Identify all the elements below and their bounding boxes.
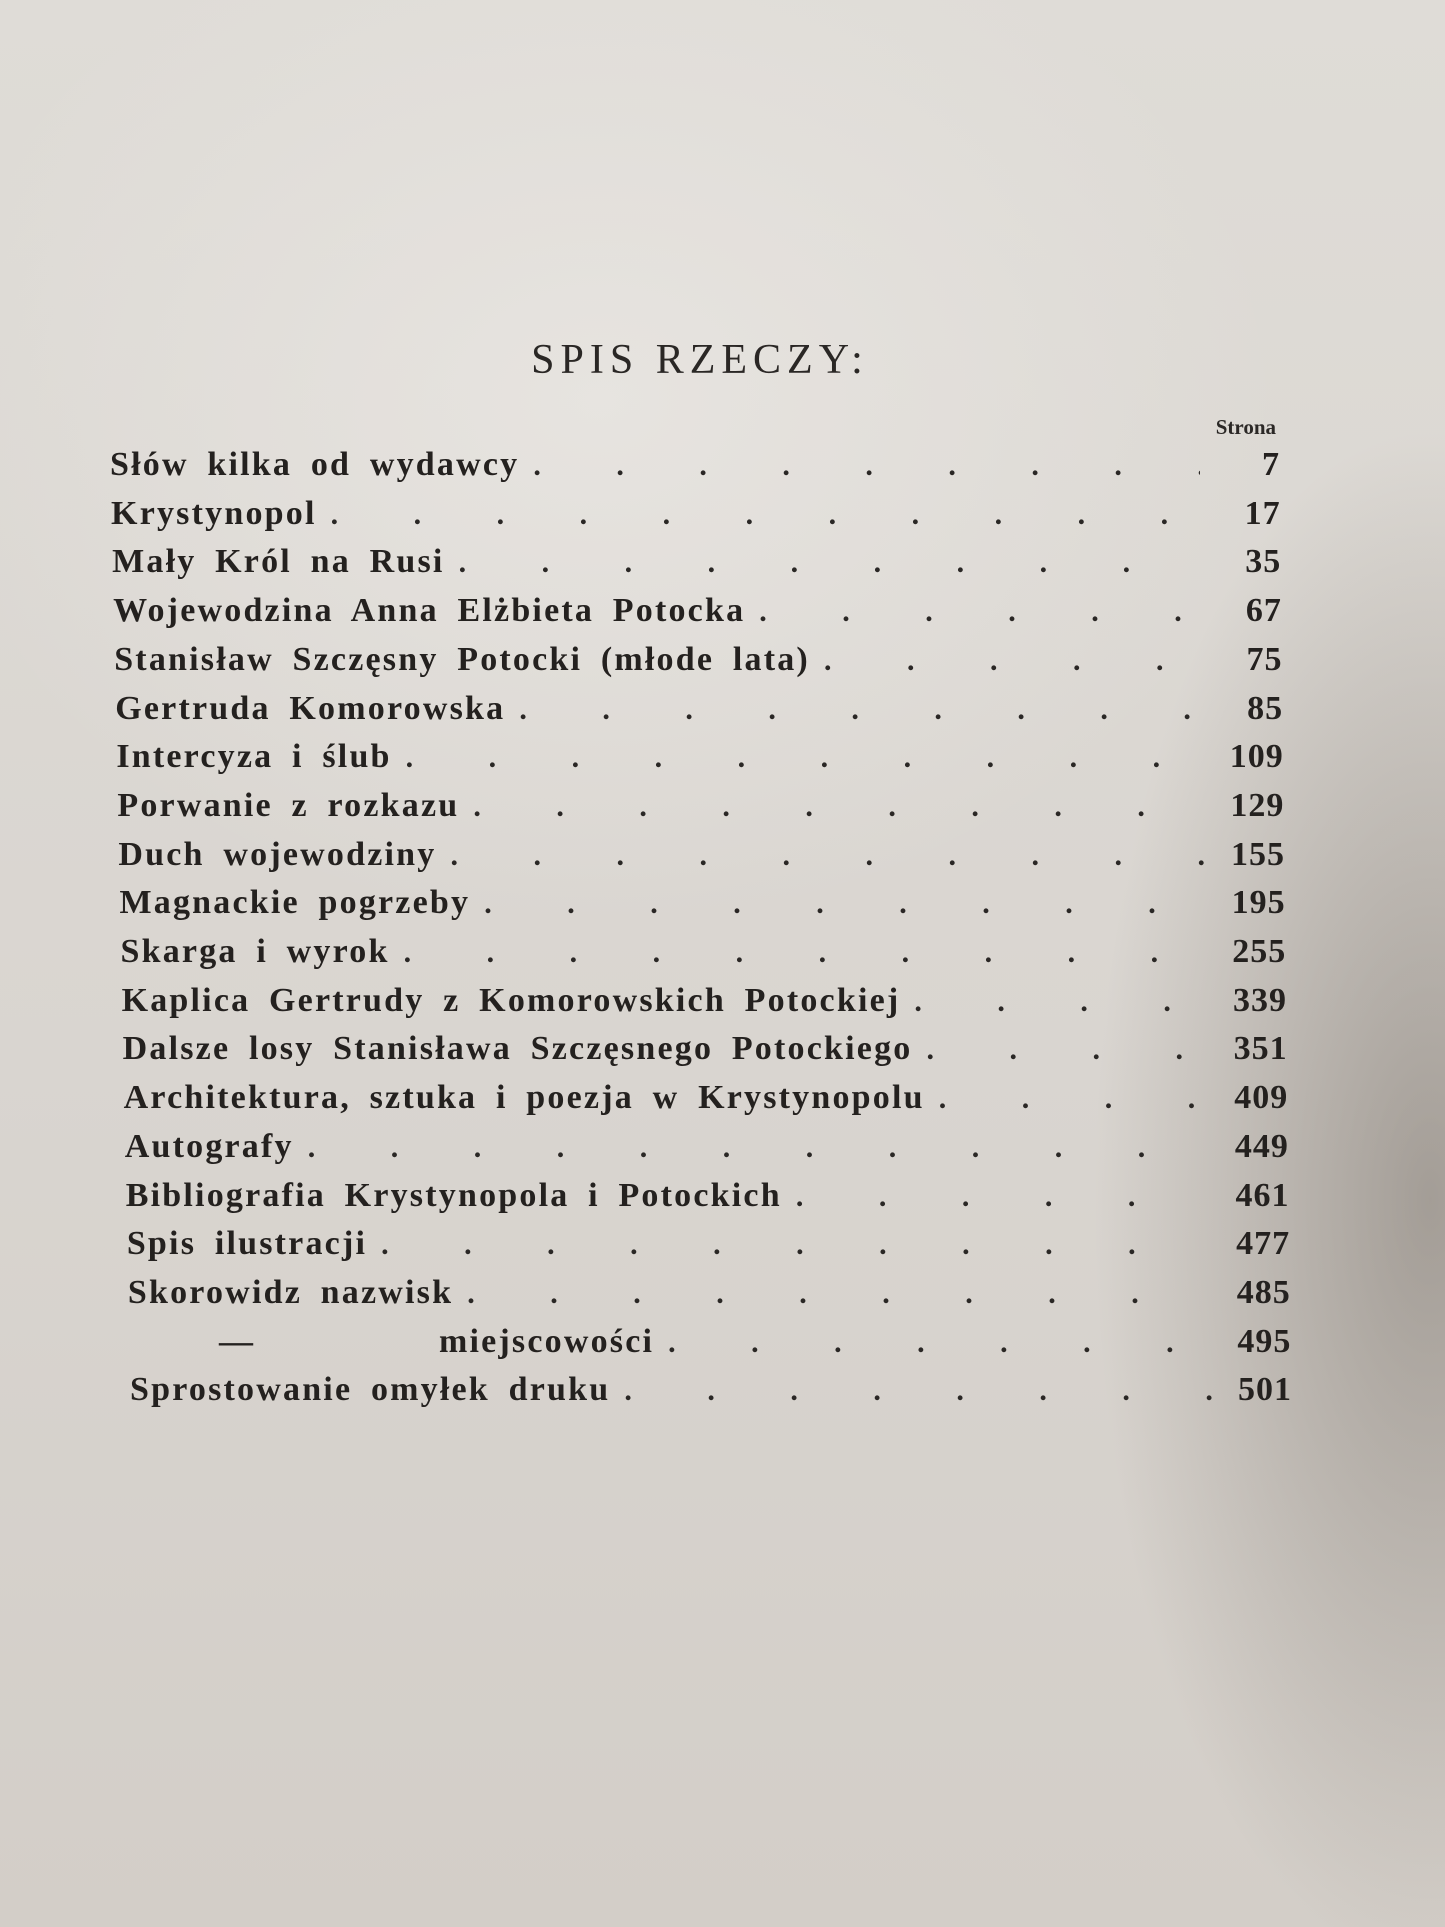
toc-entry: [129, 1323, 1291, 1371]
toc-entry: [113, 592, 1282, 640]
toc-entry-title-text: Spis ilustracji: [126, 1225, 368, 1263]
toc-entry-leader-dots: [392, 738, 1204, 776]
toc-entry-page-number: 461: [1235, 1176, 1290, 1214]
toc-entry-title: [124, 1079, 925, 1117]
toc-entry: [116, 738, 1283, 786]
toc-entry: [119, 884, 1285, 932]
toc-entry-title: [111, 495, 317, 533]
toc-entry-title-text: Intercyza i ślub: [116, 738, 392, 776]
toc-entry-leader-dots: [912, 1030, 1207, 1068]
toc-entry-title: [112, 543, 444, 581]
toc-entry-title: [130, 1371, 610, 1409]
page-column-header: Strona: [1215, 415, 1276, 439]
toc-entry-page-number: 255: [1232, 933, 1287, 970]
toc-entry-title-text: Magnackie pogrzeby: [119, 884, 471, 922]
toc-entry-page-number: 129: [1230, 786, 1285, 824]
toc-entry-title-text: Autografy: [124, 1127, 294, 1165]
toc-entry-page-number: 339: [1232, 981, 1287, 1019]
toc-entry: [125, 1128, 1289, 1176]
toc-entry: [124, 1079, 1289, 1127]
toc-entry-title: [129, 1323, 654, 1361]
toc-entry-page-number: 477: [1236, 1225, 1291, 1263]
toc-entry-title-text: Skarga i wyrok: [120, 933, 390, 970]
toc-entry-title-text: Kaplica Gertrudy z Komorowskich Potockiej: [121, 981, 901, 1019]
toc-entry-leader-dots: [453, 1274, 1210, 1312]
toc-entry-page-number: 485: [1236, 1273, 1291, 1311]
toc-entry-title-text: Architektura, sztuka i poezja w Krystynopolu: [123, 1079, 925, 1117]
toc-entry: [123, 1030, 1288, 1078]
toc-entry: [126, 1177, 1290, 1225]
toc-entry-title-text: Porwanie z rozkazu: [117, 786, 460, 824]
toc-entry-leader-dots: [436, 836, 1205, 874]
toc-entry-leader-dots: [459, 787, 1204, 825]
toc-entry-page-number: 17: [1244, 494, 1281, 532]
toc-entry-title: [113, 592, 745, 630]
toc-entry-page-number: 75: [1246, 640, 1283, 678]
toc-entry-leader-dots: [519, 446, 1200, 484]
toc-entry-title: [127, 1225, 367, 1263]
toc-entry-leader-dots: [925, 1079, 1208, 1117]
toc-entry-title: [117, 787, 459, 825]
page-title: SPIS RZECZY:: [531, 337, 869, 383]
toc-entry: [127, 1225, 1290, 1273]
toc-entry-page-number: 35: [1245, 543, 1282, 581]
toc-entry-leader-dots: [654, 1323, 1211, 1361]
toc-entry-title-text: Dalsze losy Stanisława Szczęsnego Potockiego: [122, 1030, 913, 1068]
toc-entry-page-number: 351: [1233, 1030, 1288, 1068]
toc-entry-title: [122, 982, 901, 1020]
toc-entry: [128, 1274, 1291, 1322]
toc-entry-title: [116, 738, 391, 776]
toc-entry-leader-dots: [367, 1225, 1210, 1263]
toc-entry: [130, 1371, 1292, 1419]
toc-entry-leader-dots: [294, 1128, 1209, 1166]
toc-entry-title: [110, 446, 519, 484]
toc-entry-leader-dots: [610, 1371, 1212, 1409]
toc-entry-title: [119, 884, 470, 922]
toc-entry-leader-dots: [470, 884, 1205, 922]
toc-entry-title-text: Krystynopol: [111, 494, 317, 532]
toc-entry-title-text: Wojewodzina Anna Elżbieta Potocka: [113, 592, 746, 630]
toc-entry-page-number: 67: [1245, 592, 1282, 630]
toc-entry-title: [121, 933, 390, 971]
toc-entry: [111, 495, 1281, 543]
toc-entry-page-number: 7: [1262, 446, 1280, 483]
toc-entry-page-number: 155: [1231, 835, 1286, 873]
toc-entry-page-number: 409: [1234, 1079, 1289, 1117]
toc-entry-title-text: Gertruda Komorowska: [115, 689, 506, 727]
toc-entry-title-text: Sprostowanie omyłek druku: [130, 1371, 611, 1409]
toc-entry-leader-dots: [317, 495, 1201, 533]
toc-entry-leader-dots: [505, 690, 1203, 728]
toc-entry-title-text: Stanisław Szczęsny Potocki (młode lata): [114, 640, 810, 678]
toc-entry-leader-dots: [745, 592, 1202, 630]
toc-entry-title: [125, 1128, 294, 1166]
toc-entry-page-number: 195: [1231, 884, 1286, 922]
toc-entry: [115, 690, 1283, 738]
toc-entry-title: [128, 1274, 453, 1312]
toc-entry-page-number: 501: [1238, 1371, 1292, 1409]
toc-entry-title-text: Mały Król na Rusi: [112, 543, 445, 581]
toc-entry-title: [123, 1030, 913, 1068]
toc-entry-dash: —: [218, 1322, 256, 1360]
toc-entry: [112, 543, 1281, 591]
toc-entry: [114, 641, 1282, 689]
toc-entry: [121, 933, 1287, 981]
toc-entry: [110, 446, 1280, 494]
toc-entry: [118, 836, 1285, 884]
toc-entry-leader-dots: [900, 982, 1207, 1020]
toc-entry-leader-dots: [810, 641, 1203, 679]
toc-entry-leader-dots: [390, 933, 1207, 971]
toc-entry-title: [114, 641, 810, 679]
toc-entry-leader-dots: [782, 1177, 1210, 1215]
toc-entry-title: [126, 1177, 782, 1215]
toc-entry-title-text: Bibliografia Krystynopola i Potockich: [125, 1176, 782, 1214]
toc-entry-title-text: Skorowidz nazwisk: [127, 1273, 454, 1311]
toc-entry-page-number: 449: [1234, 1127, 1289, 1165]
toc-entry-title-text: miejscowości: [438, 1322, 655, 1360]
toc-entry-title-text: Słów kilka od wydawcy: [110, 446, 520, 483]
toc-entry-page-number: 85: [1247, 689, 1284, 727]
toc-entry-page-number: 109: [1229, 738, 1284, 776]
toc-entry-title-text: Duch wojewodziny: [118, 835, 437, 873]
toc-entry-page-number: 495: [1237, 1322, 1292, 1360]
toc-entry: [122, 982, 1287, 1030]
toc-entry-leader-dots: [445, 543, 1202, 581]
toc-entry-title: [118, 836, 436, 874]
toc-entry: [117, 787, 1284, 835]
toc-entry-title: [115, 690, 505, 728]
